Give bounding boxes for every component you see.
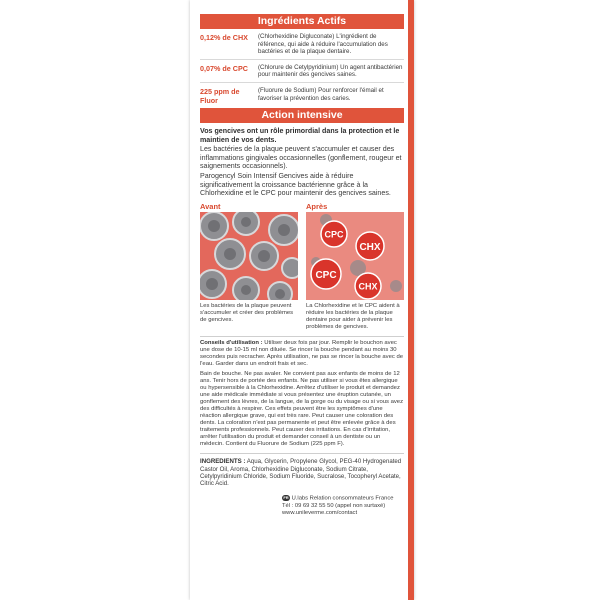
fr-flag-icon: FR [283,495,289,501]
svg-text:CPC: CPC [315,269,337,281]
section-divider [200,336,404,337]
active-ingredient-desc: (Chlorhexidine Digluconate) L'ingrédient de référence, qui aide à réduire l'accumulation des bactéries et de la plaque dentaire. [258,33,388,56]
usage-paragraph-1 [200,340,404,368]
contact-company: U.labs Relation consommateurs France [291,495,394,502]
action-paragraph-1: Les bactéries de la plaque peuvent s'accumuler et causer des inflammations gingivales occasionnelles (gonflement, rougeur et saignements occasionnels). [200,145,402,171]
consumer-contact [200,495,404,517]
ingredients-label: INGREDIENTS : [200,458,246,466]
active-ingredient-row [200,60,404,83]
action-lead-text: Vos gencives ont un rôle primordial dans la protection et le maintien de vos dents. [200,126,400,144]
after-column [306,202,404,331]
chx-badge [355,273,381,299]
active-ingredient-name: 0,12% de CHX [200,33,248,42]
active-ingredient-desc: (Fluorure de Sodium) Pour renforcer l'émail et favoriser la prévention des caries. [258,86,384,102]
contact-line-1 [282,495,404,503]
chx-badge [356,232,384,260]
svg-text:CHX: CHX [358,281,378,292]
product-leaflet [190,0,414,600]
active-ingredients-list [200,29,404,108]
before-title: Avant [200,201,221,211]
svg-text:CPC: CPC [324,229,344,240]
active-ingredient-name: 225 ppm de Fluor [200,86,240,105]
active-ingredient-row [200,83,404,108]
usage-paragraph-2: Bain de bouche. Ne pas avaler. Ne convient pas aux enfants de moins de 12 ans. Tenir hors de portée des enfants. Ne pas utiliser si vous êtes allergique ou hypersensible à la Chlorhexidine. Arrêtez d'utiliser le produit et demandez une aide médicale immédiate si vous présentez une éruption cutanée, un gonflement des lèvres, de la langue, de la gorge ou du visage ou si vous avez des difficultés à respirer. Ces effets peuvent être les symptômes d'une réaction allergique grave, qui est très rare. Peut causer une coloration des dents. La coloration n'est pas permanente et peut être enlevée grâce à des traitements professionnels. Peut causer des irritations. En cas d'irritation, arrêter l'utilisation du produit et demander conseil à un dentiste ou un médecin. Contient du Fluorure de Sodium (225 ppm F). [200,370,404,448]
before-after-comparison [200,202,404,331]
cpc-badge [321,221,347,247]
ingredients-text: Aqua, Glycerin, Propylene Glycol, PEG-40 Hydrogenated Castor Oil, Aroma, Chlorhexidine Digluconate, Sodium Citrate, Cetylpyridinium Chloride, Sodium Fluoride, Sucralose, Tocopheryl Acetate, Citric Acid. [200,458,402,488]
after-bacteria-image [306,212,404,300]
edge-stripe [408,0,414,600]
contact-website: www.unileverme.com/contact [282,509,358,516]
before-caption: Les bactéries de la plaque peuvent s'accumuler et créer des problèmes de gencives. [200,302,294,323]
before-bacteria-image [200,212,298,300]
action-intensive-title: Action intensive [200,108,404,123]
usage-label: Conseils d'utilisation : [200,339,263,346]
section-divider [200,453,404,454]
usage-instructions [200,340,404,449]
svg-text:CHX: CHX [359,241,381,253]
action-paragraph-2: Parogencyl Soin Intensif Gencives aide à réduire significativement la croissance bactérienne grâce à la Chlorhexidine et le CPC pour maintenir des gencives saines. [200,171,391,198]
active-ingredient-desc: (Chlorure de Cetylpyridinium) Un agent antibactérien pour maintenir des gencives saines. [258,63,403,79]
after-title: Après [306,201,328,211]
cpc-badge [311,259,341,289]
contact-phone: Tél : 09 69 32 55 50 (appel non surtaxé) [282,502,386,509]
active-ingredient-name: 0,07% de CPC [200,63,248,73]
ingredients-actifs-title: Ingrédients Actifs [200,14,404,29]
usage-text: Utiliser deux fois par jour. Remplir le bouchon avec une dose de 10-15 ml non diluée. Se rincer la bouche pendant au moins 30 secondes puis recracher. Après utilisation, ne pas se rincer la bouche avec de l'eau. Garder dans un endroit frais et sec. [200,339,404,367]
active-ingredient-row [200,29,404,60]
ingredients-list [200,458,404,487]
after-caption: La Chlorhexidine et le CPC aident à réduire les bactéries de la plaque dentaire pour aider à prévenir les problèmes de gencives. [306,302,400,330]
leaflet-content [200,0,404,517]
before-column [200,202,298,331]
